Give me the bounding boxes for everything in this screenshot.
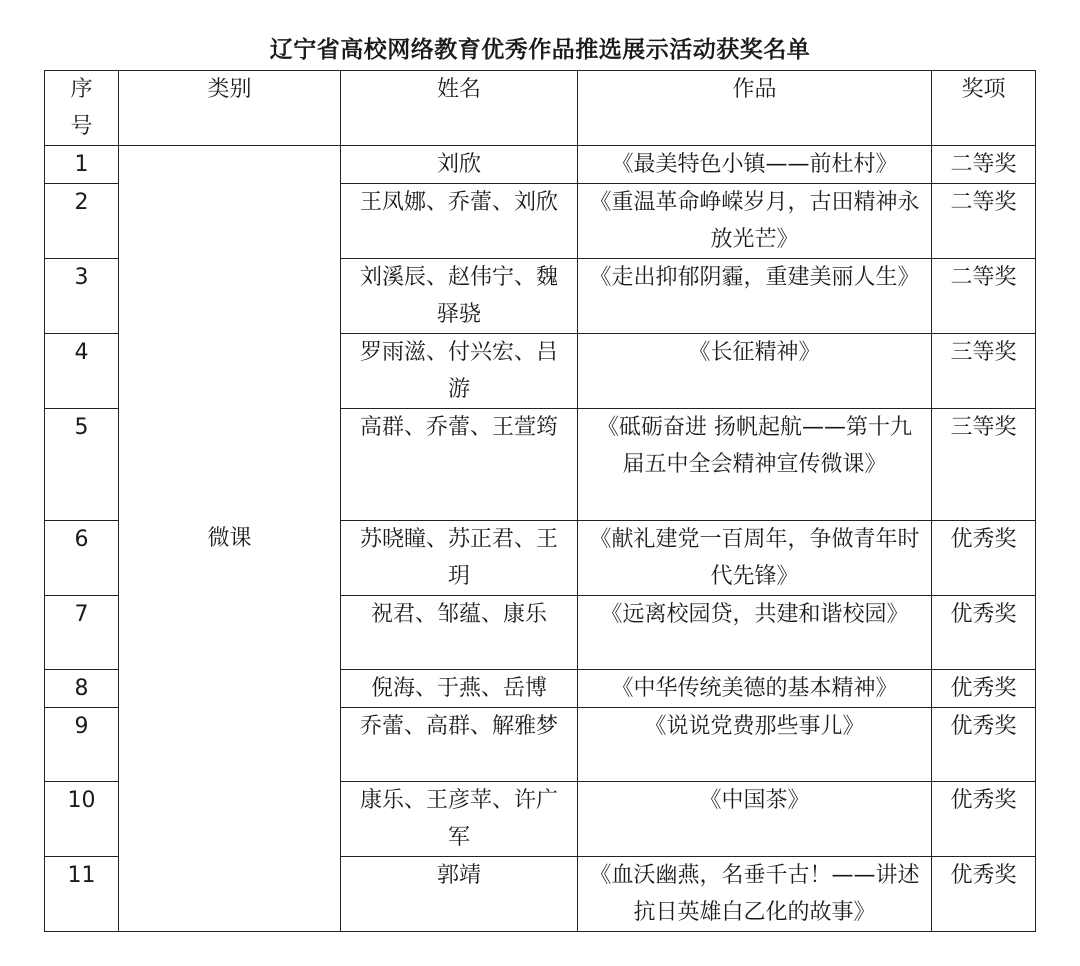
row-name [341, 409, 578, 521]
row-prize: 二等奖 [932, 184, 1036, 259]
row-work-text: 《中国茶》 [699, 788, 810, 813]
row-seq: 10 [45, 782, 119, 857]
row-name-text: 刘溪辰、赵伟宁、魏驿骁 [359, 265, 558, 327]
row-work-text: 《说说党费那些事儿》 [644, 714, 865, 739]
row-prize: 三等奖 [932, 409, 1036, 521]
row-work [578, 259, 932, 334]
header-category: 类别 [119, 71, 341, 146]
row-seq: 4 [45, 334, 119, 409]
row-prize: 优秀奖 [932, 782, 1036, 857]
row-seq: 2 [45, 184, 119, 259]
row-name [341, 259, 578, 334]
row-seq: 1 [45, 146, 119, 184]
row-name [341, 857, 578, 932]
awards-table [44, 70, 1036, 932]
row-name-text: 苏晓瞳、苏正君、王玥 [359, 527, 558, 589]
row-name-text: 刘欣 [436, 152, 481, 177]
row-prize: 二等奖 [932, 146, 1036, 184]
category-cell: 微课 [119, 146, 341, 932]
row-prize: 优秀奖 [932, 596, 1036, 670]
row-name [341, 782, 578, 857]
row-work [578, 857, 932, 932]
row-prize: 优秀奖 [932, 857, 1036, 932]
row-work-text: 《血沃幽燕，名垂千古！——讲述抗日英雄白乙化的故事》 [589, 863, 920, 925]
row-seq: 5 [45, 409, 119, 521]
row-seq: 8 [45, 670, 119, 708]
row-work-text: 《长征精神》 [688, 340, 821, 365]
table-row [45, 146, 1036, 184]
header-row [45, 71, 1036, 146]
row-name-text: 康乐、王彦苹、许广军 [359, 788, 558, 850]
header-prize: 奖项 [932, 71, 1036, 146]
row-name-text: 郭靖 [436, 863, 481, 888]
row-prize: 二等奖 [932, 259, 1036, 334]
row-work-text: 《最美特色小镇——前杜村》 [611, 152, 898, 177]
row-work-text: 《砥砺奋进 扬帆起航——第十九届五中全会精神宣传微课》 [597, 415, 912, 477]
row-work [578, 521, 932, 596]
row-name [341, 184, 578, 259]
row-work-text: 《重温革命峥嵘岁月，古田精神永放光芒》 [589, 190, 920, 252]
row-work [578, 670, 932, 708]
header-work: 作品 [578, 71, 932, 146]
row-name-text: 高群、乔蕾、王萱筠 [359, 415, 558, 440]
row-seq: 7 [45, 596, 119, 670]
row-seq: 9 [45, 708, 119, 782]
row-name-text: 罗雨滋、付兴宏、吕游 [359, 340, 558, 402]
row-name [341, 521, 578, 596]
row-prize: 优秀奖 [932, 670, 1036, 708]
row-work-text: 《走出抑郁阴霾，重建美丽人生》 [589, 265, 920, 290]
row-work [578, 184, 932, 259]
row-name [341, 708, 578, 782]
row-seq: 6 [45, 521, 119, 596]
row-work-text: 《献礼建党一百周年，争做青年时代先锋》 [589, 527, 920, 589]
row-name [341, 334, 578, 409]
row-name-text: 乔蕾、高群、解雅梦 [359, 714, 558, 739]
row-seq: 11 [45, 857, 119, 932]
row-name-text: 倪海、于燕、岳博 [370, 676, 547, 701]
row-work [578, 146, 932, 184]
row-work [578, 334, 932, 409]
row-name [341, 596, 578, 670]
row-work [578, 409, 932, 521]
row-seq: 3 [45, 259, 119, 334]
header-name: 姓名 [341, 71, 578, 146]
document-title: 辽宁省高校网络教育优秀作品推选展示活动获奖名单 [269, 37, 811, 63]
row-work-text: 《远离校园贷，共建和谐校园》 [600, 602, 909, 627]
row-prize: 优秀奖 [932, 521, 1036, 596]
row-prize: 优秀奖 [932, 708, 1036, 782]
header-seq: 序号 [45, 71, 119, 146]
row-name [341, 670, 578, 708]
row-name-text: 祝君、邹蕴、康乐 [370, 602, 547, 627]
row-work [578, 596, 932, 670]
row-work [578, 782, 932, 857]
row-work-text: 《中华传统美德的基本精神》 [611, 676, 898, 701]
row-work [578, 708, 932, 782]
row-prize: 三等奖 [932, 334, 1036, 409]
row-name [341, 146, 578, 184]
row-name-text: 王凤娜、乔蕾、刘欣 [359, 190, 558, 215]
